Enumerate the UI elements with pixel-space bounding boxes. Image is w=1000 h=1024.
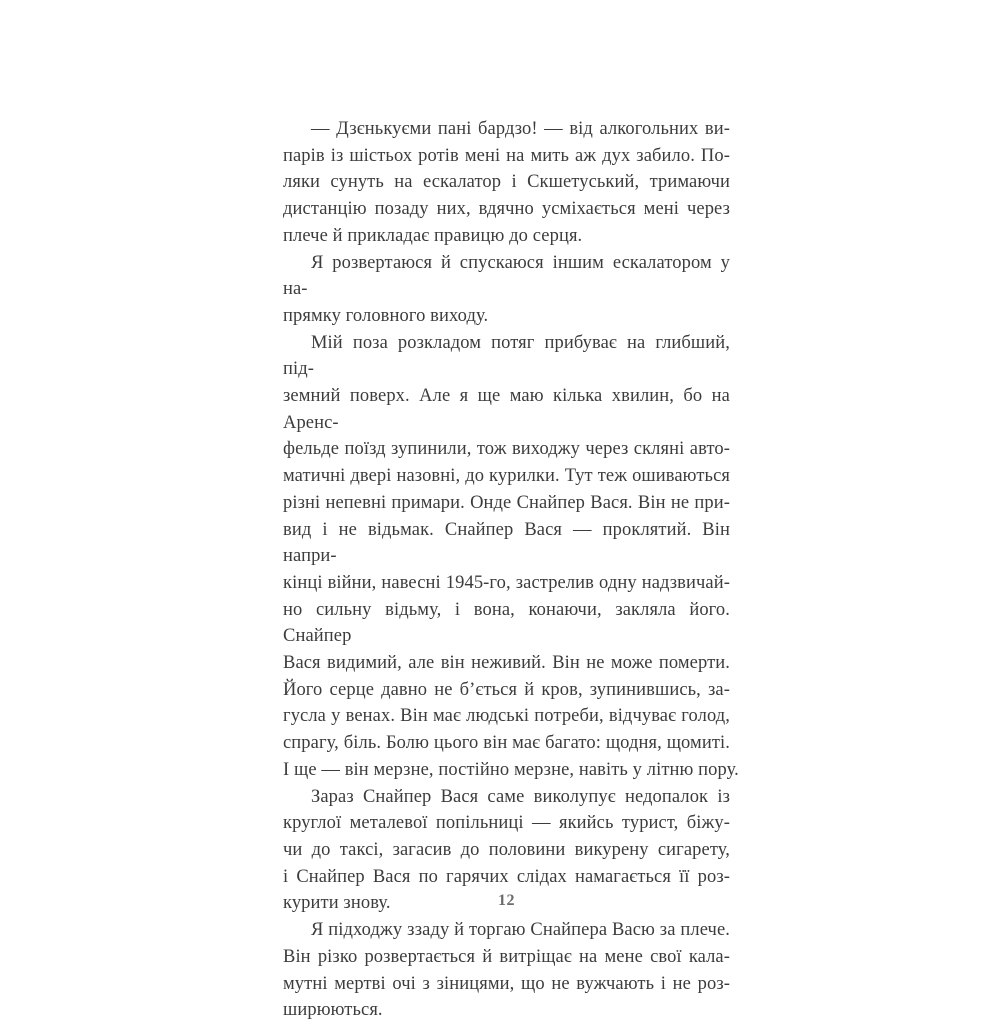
text-line: мутні мертві очі з зіницями, що не вужчають і не роз- — [283, 973, 730, 994]
text-line: но сильну відьму, і вона, конаючи, закляла його. Снайпер — [283, 599, 730, 647]
text-line: фельде поїзд зупинили, тож виходжу через скляні авто- — [283, 439, 730, 460]
text-line: парів із шістьох ротів мені на мить аж дух забило. По- — [283, 145, 730, 166]
text-line: Мій поза розкладом потяг прибуває на глибший, під- — [283, 332, 730, 380]
text-line: Я підходжу ззаду й торгаю Снайпера Васю за плече. — [311, 920, 730, 941]
text-line: Його серце давно не б’ється й кров, зупинившись, за- — [283, 679, 730, 700]
text-line: прямку головного виходу. — [283, 305, 489, 326]
paragraph — [283, 917, 730, 1024]
text-line: І ще — він мерзне, постійно мерзне, навіть у літню пору. — [283, 759, 739, 780]
text-line: вид і не відьмак. Снайпер Вася — проклятий. Він напри- — [283, 519, 730, 567]
text-line: різні непевні примари. Онде Снайпер Вася. Він не при- — [283, 492, 730, 513]
text-line: земний поверх. Але я ще маю кілька хвилин, бо на Аренс- — [283, 386, 730, 433]
text-line: спрагу, біль. Болю цього він має багато: щодня, щомиті. — [283, 733, 730, 754]
page-number: 12 — [498, 892, 515, 909]
paragraph — [283, 250, 730, 330]
text-line: матичні двері назовні, до курилки. Тут теж ошиваються — [283, 466, 730, 487]
text-line: Він різко розвертається й витріщає на мене свої кала- — [283, 946, 730, 967]
text-line: Вася видимий, але він неживий. Він не може померти. — [283, 653, 730, 674]
text-line: дистанцію позаду них, вдячно усміхається мені через — [283, 199, 730, 220]
text-line: гусла у венах. Він має людські потреби, відчуває голод, — [283, 706, 730, 727]
text-line: і Снайпер Вася по гарячих слідах намагається її роз- — [283, 866, 730, 887]
text-line: курити знову. — [283, 893, 391, 914]
text-line: Я розвертаюся й спускаюся іншим ескалатором у на- — [283, 252, 730, 300]
text-line: — Дзєнькуєми пані бардзо! — від алкогольних ви- — [311, 119, 730, 139]
text-line: плече й прикладає правицю до серця. — [283, 225, 583, 246]
text-line: Зараз Снайпер Вася саме виколупує недопалок із — [311, 786, 730, 807]
text-line: кінці війни, навесні 1945-го, застрелив одну надзвичай- — [283, 572, 730, 593]
paragraph — [283, 116, 730, 250]
paragraph — [283, 330, 739, 784]
text-line: чи до таксі, загасив до половини викурену сигарету, — [283, 839, 730, 860]
text-line: ляки сунуть на ескалатор і Скшетуський, тримаючи — [283, 172, 730, 193]
page-text — [283, 116, 739, 1024]
text-line: круглої металевої попільниці — якийсь турист, біжу- — [283, 813, 730, 834]
text-line: ширюються. — [283, 1000, 383, 1021]
